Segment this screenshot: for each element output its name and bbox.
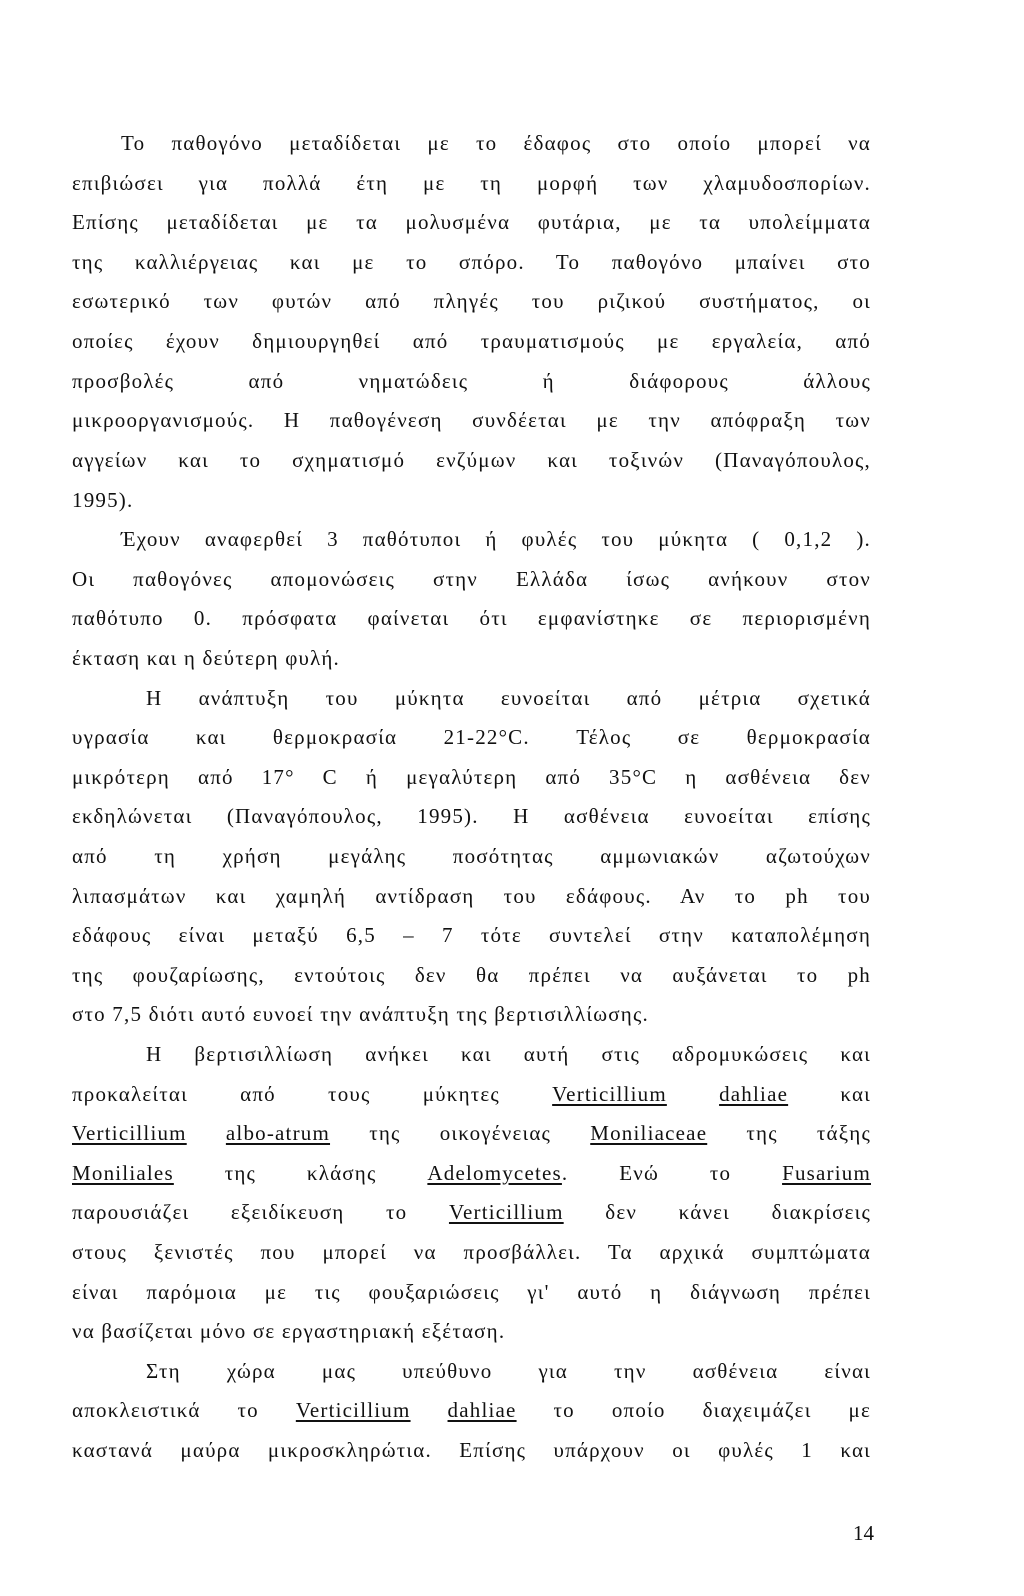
text-line: στους ξενιστές που μπορεί να προσβάλλει. Τα αρχικά συμπτώματα [72, 1240, 871, 1264]
text-run: δεν κάνει διακρίσεις [563, 1200, 871, 1224]
scientific-name: Moniliales [72, 1161, 174, 1185]
text-run: το οποίο διαχειμάζει με [516, 1398, 871, 1422]
text-line: μικροοργανισμούς. Η παθογένεση συνδέεται με την απόφραξη των [72, 408, 871, 432]
scientific-name: Verticillium [448, 1200, 564, 1224]
scientific-name: Moniliaceae [590, 1121, 708, 1145]
text-line: 1995). [72, 488, 134, 512]
text-line: Επίσης μεταδίδεται με τα μολυσμένα φυτάρια, με τα υπολείμματα [72, 210, 871, 234]
text-line: Στη χώρα μας υπεύθυνο για την ασθένεια είναι [146, 1359, 871, 1383]
text-line: Η ανάπτυξη του μύκητα ευνοείται από μέτρια σχετικά [146, 686, 871, 710]
text-run: αποκλειστικά το [72, 1398, 296, 1422]
text-line: επιβιώσει για πολλά έτη με τη μορφή των χλαμυδοσπορίων. [72, 171, 871, 195]
scientific-name: Verticillium [295, 1398, 411, 1422]
text-run [411, 1398, 448, 1422]
text-run: . Ενώ το [561, 1161, 783, 1185]
text-line: υγρασία και θερμοκρασία 21-22°C. Τέλος σε θερμοκρασία [72, 725, 871, 749]
scientific-name: Adelomycetes [427, 1161, 562, 1185]
text-line: Έχουν αναφερθεί 3 παθότυποι ή φυλές του μύκητα ( 0,1,2 ). [121, 527, 871, 551]
text-run: παρουσιάζει εξειδίκευση το [72, 1200, 449, 1224]
text-run: της τάξης [707, 1121, 871, 1145]
page-number: 14 [853, 1521, 874, 1545]
text-line: έκταση και η δεύτερη φυλή. [72, 646, 340, 670]
scientific-name: Verticillium [552, 1082, 667, 1106]
scientific-name: albo-atrum [225, 1121, 331, 1145]
text-line: Το παθογόνο μεταδίδεται με το έδαφος στο οποίο μπορεί να [121, 131, 871, 155]
text-run: προκαλείται από τους μύκητες [72, 1082, 553, 1106]
scientific-name: Fusarium [782, 1161, 871, 1185]
text-line: της φουζαρίωσης, εντούτοις δεν θα πρέπει να αυξάνεται το ph [72, 963, 871, 987]
text-line: από τη χρήση μεγάλης ποσότητας αμμωνιακών αζωτούχων [72, 844, 871, 868]
text-line: καστανά μαύρα μικροσκληρώτια. Επίσης υπάρχουν οι φυλές 1 και [72, 1438, 871, 1462]
text-line [72, 1163, 871, 1184]
text-line [72, 1202, 871, 1223]
text-line: Οι παθογόνες απομονώσεις στην Ελλάδα ίσως ανήκουν στον [72, 567, 871, 591]
text-line: στο 7,5 διότι αυτό ευνοεί την ανάπτυξη της βερτισιλλίωσης. [72, 1002, 649, 1026]
text-line: είναι παρόμοια με τις φουξαριώσεις γι' αυτό η διάγνωση πρέπει [72, 1280, 871, 1304]
text-run: της κλάσης [173, 1161, 428, 1185]
text-line: μικρότερη από 17° C ή μεγαλύτερη από 35°C η ασθένεια δεν [72, 765, 871, 789]
text-run: και [788, 1082, 871, 1106]
text-line: προσβολές από νηματώδεις ή διάφορους άλλους [72, 369, 871, 393]
text-line [72, 1084, 871, 1105]
text-line: εδάφους είναι μεταξύ 6,5 – 7 τότε συντελεί στην καταπολέμηση [72, 923, 871, 947]
text-line: λιπασμάτων και χαμηλή αντίδραση του εδάφους. Αν το ph του [72, 884, 871, 908]
text-line: εσωτερικό των φυτών από πληγές του ριζικού συστήματος, οι [72, 289, 871, 313]
text-line [72, 1400, 871, 1421]
text-run: της οικογένειας [330, 1121, 591, 1145]
text-run [187, 1121, 226, 1145]
text-line [72, 1123, 871, 1144]
text-line: να βασίζεται μόνο σε εργαστηριακή εξέταση. [72, 1319, 506, 1343]
text-run [667, 1082, 719, 1106]
scientific-name: dahliae [719, 1082, 789, 1106]
text-line: αγγείων και το σχηματισμό ενζύμων και τοξινών (Παναγόπουλος, [72, 448, 871, 472]
text-line: οποίες έχουν δημιουργηθεί από τραυματισμούς με εργαλεία, από [72, 329, 871, 353]
text-line: της καλλιέργειας και με το σπόρο. Το παθογόνο μπαίνει στο [72, 250, 871, 274]
text-line: παθότυπο 0. πρόσφατα φαίνεται ότι εμφανίστηκε σε περιορισμένη [72, 606, 871, 630]
text-line: εκδηλώνεται (Παναγόπουλος, 1995). Η ασθένεια ευνοείται επίσης [72, 804, 871, 828]
text-line: Η βερτισιλλίωση ανήκει και αυτή στις αδρομυκώσεις και [146, 1042, 871, 1066]
scientific-name: Verticillium [72, 1121, 187, 1145]
scientific-name: dahliae [447, 1398, 517, 1422]
